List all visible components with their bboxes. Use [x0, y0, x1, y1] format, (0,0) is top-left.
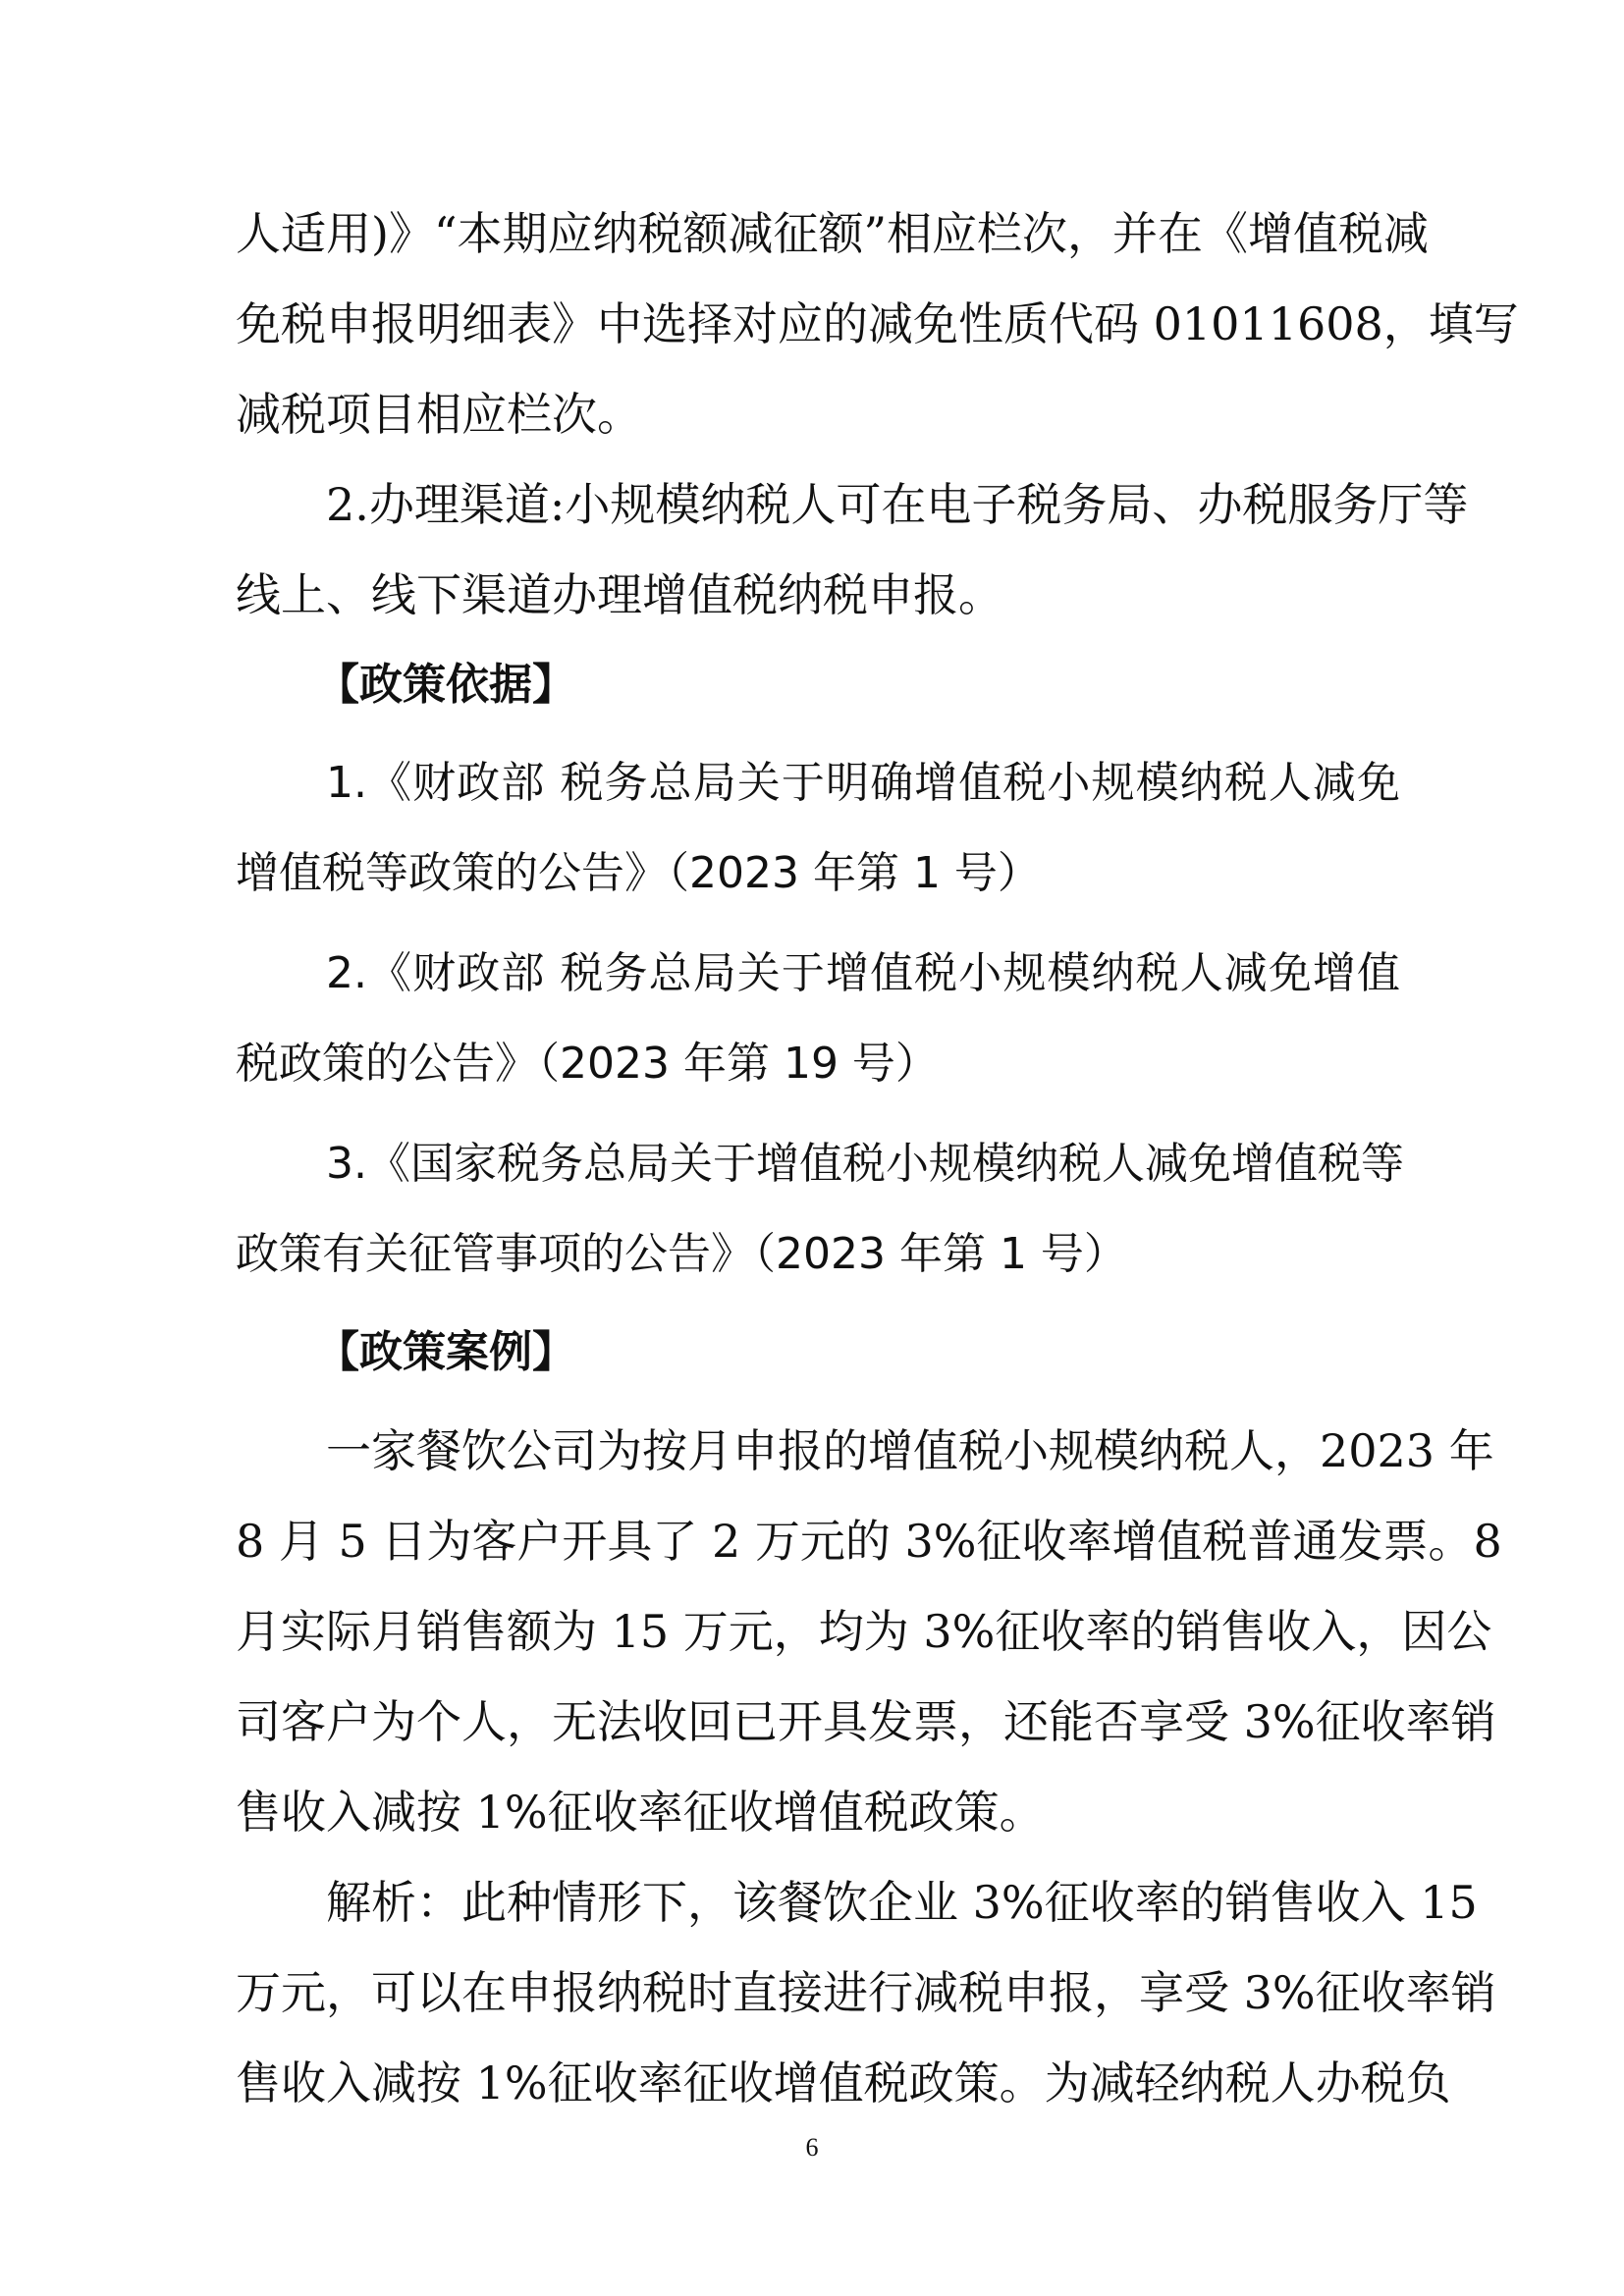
document-page [236, 0, 1519, 2296]
text-line: 免税申报明细表》中选择对应的减免性质代码 01011608，填写 [236, 297, 1519, 350]
text-line: 解析：此种情形下，该餐饮企业 3%征收率的销售收入 15 [326, 1876, 1478, 1929]
policy-basis-item: 税政策的公告》（2023 年第 19 号） [236, 1039, 939, 1089]
text-line: 一家餐饮公司为按月申报的增值税小规模纳税人，2023 年 [326, 1424, 1494, 1477]
policy-basis-item: 1.《财政部 税务总局关于明确增值税小规模纳税人减免 [326, 758, 1400, 808]
text-line: 售收入减按 1%征收率征收增值税政策。 [236, 1786, 1045, 1839]
section-heading-policy-case: 【政策案例】 [316, 1327, 575, 1377]
section-heading-policy-basis: 【政策依据】 [316, 660, 575, 710]
policy-basis-item: 3.《国家税务总局关于增值税小规模纳税人减免增值税等 [326, 1139, 1404, 1189]
policy-basis-item: 增值税等政策的公告》（2023 年第 1 号） [236, 848, 1041, 898]
text-line: 2.办理渠道:小规模纳税人可在电子税务局、办税服务厅等 [326, 478, 1469, 531]
page-number: 6 [805, 2133, 819, 2162]
text-line: 月实际月销售额为 15 万元，均为 3%征收率的销售收入，因公 [236, 1605, 1492, 1658]
text-line: 售收入减按 1%征收率征收增值税政策。为减轻纳税人办税负 [236, 2056, 1451, 2109]
text-line: 人适用)》“本期应纳税额减征额”相应栏次，并在《增值税减 [236, 207, 1429, 260]
text-line: 8 月 5 日为客户开具了 2 万元的 3%征收率增值税普通发票。8 [236, 1515, 1502, 1568]
policy-basis-item: 2.《财政部 税务总局关于增值税小规模纳税人减免增值 [326, 948, 1400, 998]
text-line: 减税项目相应栏次。 [236, 388, 642, 441]
text-line: 司客户为个人，无法收回已开具发票，还能否享受 3%征收率销 [236, 1695, 1496, 1748]
text-line: 线上、线下渠道办理增值税纳税申报。 [236, 568, 1003, 621]
text-line: 万元，可以在申报纳税时直接进行减税申报，享受 3%征收率销 [236, 1966, 1496, 2019]
policy-basis-item: 政策有关征管事项的公告》（2023 年第 1 号） [236, 1229, 1127, 1279]
